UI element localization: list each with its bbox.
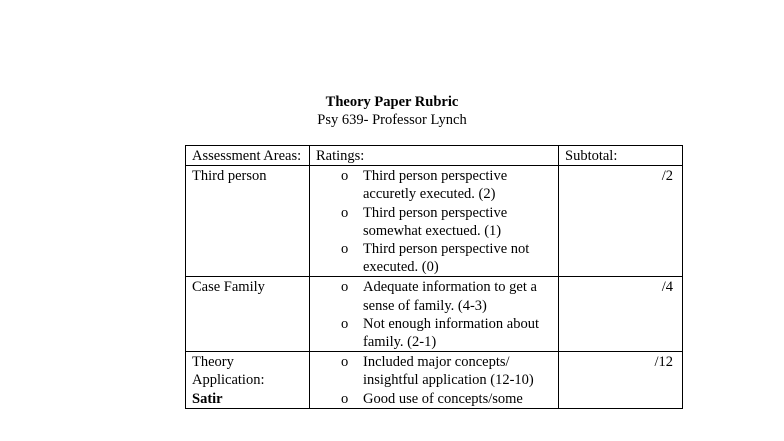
ratings-list xyxy=(316,278,552,351)
circle-bullet-icon: o xyxy=(341,204,349,221)
area-cell xyxy=(186,352,310,409)
ratings-list xyxy=(316,167,552,276)
rating-text: Third person perspective accuretly executed. (2) xyxy=(363,168,508,203)
rating-text: Third person perspective not executed. (0) xyxy=(363,241,530,276)
rating-item xyxy=(316,278,552,314)
circle-bullet-icon: o xyxy=(341,390,349,407)
rating-item xyxy=(316,240,552,276)
area-emphasis: Satir xyxy=(192,390,223,407)
rating-text: Third person perspective somewhat exectued. (1) xyxy=(363,204,508,239)
rubric-table xyxy=(185,145,683,409)
header-subtotal: Subtotal: xyxy=(559,146,683,166)
table-row xyxy=(186,277,683,352)
circle-bullet-icon: o xyxy=(341,168,349,185)
rating-item xyxy=(316,167,552,203)
header-ratings: Ratings: xyxy=(310,146,559,166)
circle-bullet-icon: o xyxy=(341,354,349,371)
subtotal-cell: /12 xyxy=(559,352,683,409)
document-subtitle: Psy 639- Professor Lynch xyxy=(317,112,467,128)
ratings-cell xyxy=(310,166,559,277)
table-header-row xyxy=(186,146,683,166)
circle-bullet-icon: o xyxy=(341,279,349,296)
header-assessment-areas: Assessment Areas: xyxy=(186,146,310,166)
subtotal-cell: /4 xyxy=(559,277,683,352)
table-row xyxy=(186,352,683,409)
rating-text: Included major concepts/ insightful application (12-10) xyxy=(363,354,534,389)
ratings-list xyxy=(316,353,552,408)
table-row xyxy=(186,166,683,277)
rating-item xyxy=(316,390,552,408)
circle-bullet-icon: o xyxy=(341,241,349,258)
ratings-cell xyxy=(310,352,559,409)
rating-text: Good use of concepts/some xyxy=(363,390,523,407)
document-title: Theory Paper Rubric xyxy=(325,94,459,110)
rating-item xyxy=(316,353,552,389)
subtotal-cell: /2 xyxy=(559,166,683,277)
rating-item xyxy=(316,204,552,240)
rating-item xyxy=(316,315,552,351)
ratings-cell xyxy=(310,277,559,352)
circle-bullet-icon: o xyxy=(341,315,349,332)
rating-text: Not enough information about family. (2-1) xyxy=(363,315,539,351)
rating-text: Adequate information to get a sense of family. (4-3) xyxy=(363,279,537,314)
area-cell: Case Family xyxy=(186,277,310,352)
area-cell: Third person xyxy=(186,166,310,277)
area-label: Theory Application: xyxy=(192,354,265,389)
